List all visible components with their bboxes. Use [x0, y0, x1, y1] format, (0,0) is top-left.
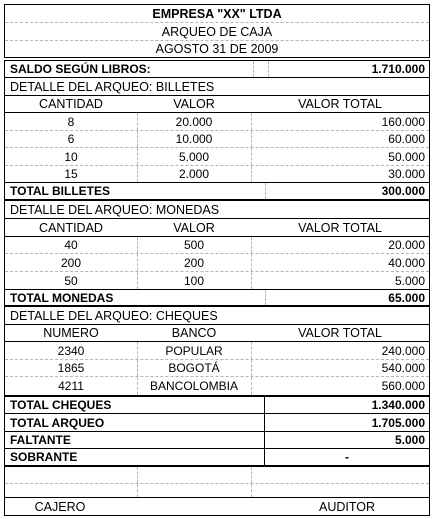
- banco-cell: POPULAR: [165, 343, 223, 358]
- valor-cell: 10.000: [175, 132, 213, 146]
- column-header-valor: VALOR: [173, 220, 215, 235]
- cantidad-cell: 50: [64, 273, 78, 288]
- billetes-block: [4, 60, 430, 200]
- billetes-section-title: DETALLE DEL ARQUEO: BILLETES: [10, 79, 215, 94]
- monedas-header-row: [5, 219, 429, 237]
- numero-cell: 1865: [57, 361, 85, 375]
- valor-cell: 2.000: [178, 167, 210, 181]
- saldo-label: SALDO SEGÚN LIBROS:: [10, 62, 151, 76]
- summary-label: TOTAL CHEQUES: [10, 398, 112, 412]
- column-header-banco: BANCO: [171, 326, 217, 340]
- document-date: AGOSTO 31 DE 2009: [155, 42, 279, 56]
- column-header-cantidad: CANTIDAD: [39, 220, 103, 235]
- table-row: [5, 272, 429, 290]
- summary-value: 5.000: [394, 433, 425, 447]
- numero-cell: 4211: [58, 379, 84, 393]
- cheques-block: [4, 306, 430, 396]
- monedas-section-title: DETALLE DEL ARQUEO: MONEDAS: [10, 202, 220, 217]
- cantidad-cell: 8: [67, 114, 75, 129]
- table-row: [5, 254, 429, 272]
- summary-value: 1.340.000: [371, 398, 425, 412]
- signature-line-row: [5, 484, 429, 498]
- total-billetes-label: TOTAL BILLETES: [10, 184, 111, 198]
- table-row: [5, 342, 429, 360]
- column-header-valor: VALOR: [173, 97, 215, 111]
- total-monedas-label: TOTAL MONEDAS: [10, 290, 114, 305]
- billetes-section-row: [5, 78, 429, 96]
- grid-line: [253, 61, 254, 77]
- total-billetes-value: 300.000: [381, 184, 425, 198]
- valor-total-cell: 60.000: [388, 132, 425, 146]
- cheques-header-row: [5, 325, 429, 342]
- company-name: EMPRESA "XX" LTDA: [152, 6, 282, 21]
- valor-total-cell: 20.000: [388, 238, 425, 252]
- cheques-section-row: [5, 307, 429, 325]
- cantidad-cell: 6: [67, 132, 75, 146]
- cantidad-cell: 10: [64, 149, 78, 164]
- grid-line: [137, 467, 138, 483]
- cantidad-cell: 15: [64, 167, 78, 181]
- summary-row-faltante: [5, 432, 429, 449]
- valor-cell: 200: [183, 255, 205, 270]
- blank-row: [5, 467, 429, 484]
- company-row: [5, 5, 429, 23]
- table-row: [5, 113, 429, 131]
- summary-row-sobrante: [5, 449, 429, 465]
- banco-cell: BOGOTÁ: [168, 361, 220, 375]
- summary-row-total-arqueo: [5, 414, 429, 432]
- summary-label: FALTANTE: [10, 433, 71, 447]
- monedas-section-row: [5, 201, 429, 219]
- grid-line: [137, 484, 138, 497]
- banco-cell: BANCOLOMBIA: [149, 379, 239, 393]
- grid-line: [265, 290, 266, 305]
- valor-total-cell: 30.000: [388, 167, 425, 181]
- total-billetes-row: [5, 183, 429, 199]
- header-block: [4, 4, 430, 58]
- table-row: [5, 377, 429, 395]
- total-monedas-value: 65.000: [388, 290, 425, 305]
- table-row: [5, 166, 429, 183]
- numero-cell: 2340: [57, 343, 85, 358]
- cantidad-cell: 40: [64, 238, 78, 252]
- valor-total-cell: 50.000: [388, 149, 425, 164]
- valor-total-cell: 540.000: [381, 361, 425, 375]
- table-row: [5, 360, 429, 377]
- cheques-section-title: DETALLE DEL ARQUEO: CHEQUES: [10, 308, 218, 323]
- table-row: [5, 237, 429, 254]
- total-monedas-row: [5, 290, 429, 305]
- auditor-signature-label: AUDITOR: [318, 499, 376, 514]
- summary-block: [4, 396, 430, 466]
- valor-total-cell: 5.000: [394, 273, 425, 288]
- signature-block: [4, 466, 430, 516]
- saldo-value: 1.710.000: [371, 62, 425, 76]
- summary-label: TOTAL ARQUEO: [10, 415, 105, 430]
- column-header-cantidad: CANTIDAD: [39, 97, 103, 111]
- table-row: [5, 131, 429, 148]
- document-title: ARQUEO DE CAJA: [161, 24, 273, 39]
- billetes-header-row: [5, 96, 429, 113]
- date-row: [5, 41, 429, 57]
- grid-line: [265, 183, 266, 199]
- signature-label-row: [5, 498, 429, 515]
- grid-line: [251, 484, 252, 497]
- summary-label: SOBRANTE: [10, 450, 78, 464]
- valor-cell: 5.000: [178, 149, 210, 164]
- cajero-signature-label: CAJERO: [34, 499, 86, 514]
- valor-total-cell: 240.000: [381, 343, 425, 358]
- column-header-valor-total: VALOR TOTAL: [298, 326, 382, 340]
- valor-cell: 500: [183, 238, 205, 252]
- cash-count-sheet: [4, 4, 430, 516]
- saldo-row: [5, 61, 429, 78]
- valor-total-cell: 560.000: [381, 379, 425, 393]
- column-header-numero: NUMERO: [43, 326, 99, 340]
- summary-row-total-cheques: [5, 397, 429, 414]
- summary-value: -: [345, 450, 349, 464]
- column-header-valor-total: VALOR TOTAL: [298, 220, 382, 235]
- monedas-block: [4, 200, 430, 306]
- grid-line: [251, 467, 252, 483]
- column-header-valor-total: VALOR TOTAL: [298, 97, 382, 111]
- valor-cell: 100: [183, 273, 205, 288]
- valor-total-cell: 40.000: [388, 255, 425, 270]
- summary-value: 1.705.000: [371, 415, 425, 430]
- valor-cell: 20.000: [175, 114, 213, 129]
- title-row: [5, 23, 429, 41]
- table-row: [5, 148, 429, 166]
- valor-total-cell: 160.000: [381, 114, 425, 129]
- cantidad-cell: 200: [60, 255, 82, 270]
